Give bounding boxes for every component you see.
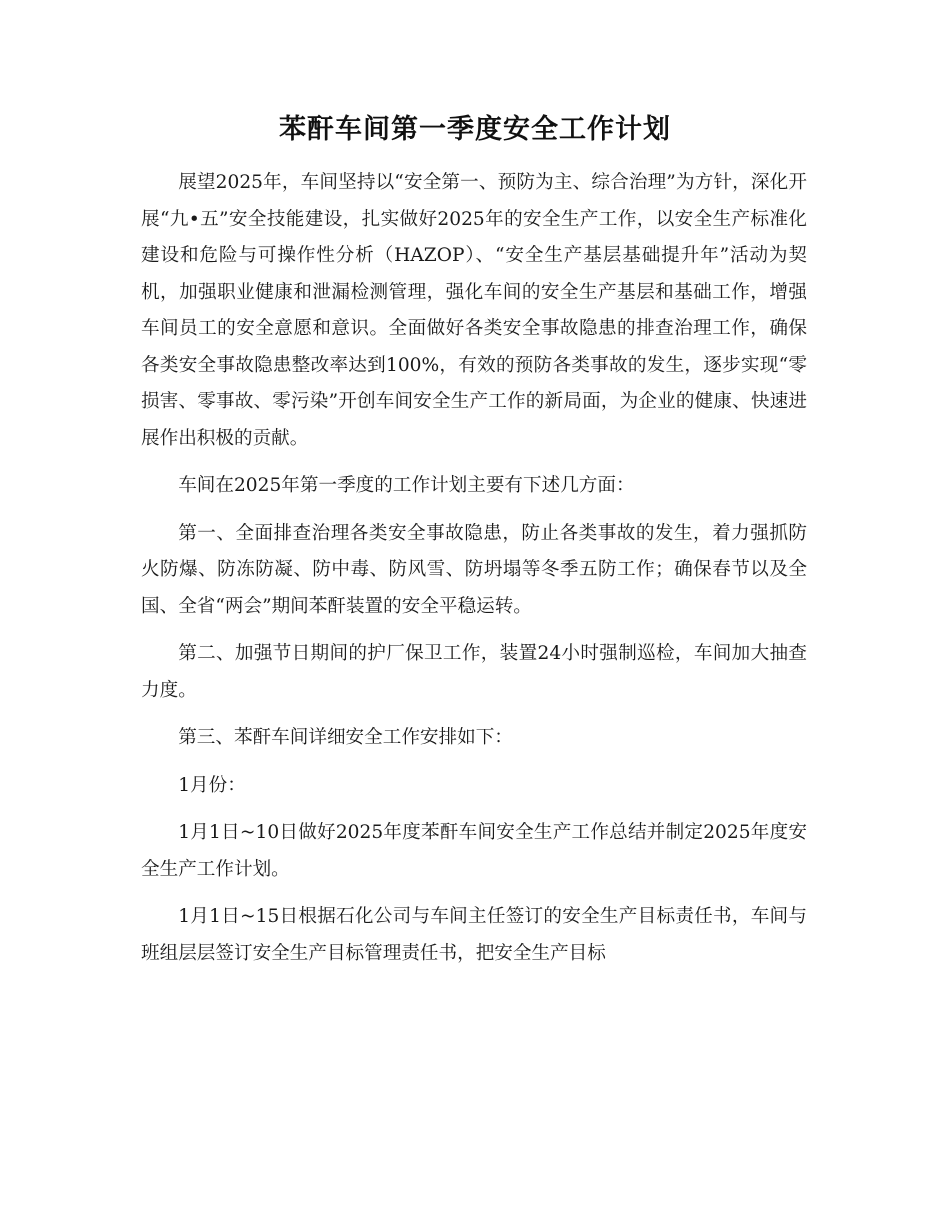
document-title: 苯酐车间第一季度安全工作计划: [279, 114, 671, 145]
paragraph-intro: 展望2025年，车间坚持以“安全第一、预防为主、综合治理”为方针，深化开展“九•五”安全技能建设，扎实做好2025年的安全生产工作，以安全生产标准化建设和危险与可操作性分析（HAZOP）、“安全生产基层基础提升年”活动为契机，加强职业健康和泄漏检测管理，强化车间的安全生产基层和基础工作，增强车间员工的安全意愿和意识。全面做好各类安全事故隐患的排查治理工作，确保各类安全事故隐患整改率达到100%，有效的预防各类事故的发生，逐步实现“零损害、零事故、零污染”开创车间安全生产工作的新局面，为企业的健康、快速进展作出积极的贡献。: [141, 172, 807, 449]
paragraph-january-task-1: 1月1日~10日做好2025年度苯酐车间安全生产工作总结并制定2025年度安全生产工作计划。: [141, 822, 807, 880]
paragraph-item-three: 第三、苯酐车间详细安全工作安排如下：: [178, 727, 513, 748]
paragraph-item-two: 第二、加强节日期间的护厂保卫工作，装置24小时强制巡检，车间加大抽查力度。: [141, 643, 807, 701]
document-body: [141, 165, 807, 983]
paragraph-item-one: 第一、全面排查治理各类安全事故隐患，防止各类事故的发生，着力强抓防火防爆、防冻防凝、防中毒、防风雪、防坍塌等冬季五防工作；确保春节以及全国、全省“两会”期间苯酐装置的安全平稳运转。: [141, 522, 807, 617]
paragraph-january-task-2: 1月1日~15日根据石化公司与车间主任签订的安全生产目标责任书，车间与班组层层签订安全生产目标管理责任书，把安全生产目标: [141, 906, 807, 964]
paragraph-plan-overview: 车间在2025年第一季度的工作计划主要有下述几方面：: [178, 475, 635, 496]
paragraph-january-heading: 1月份：: [178, 774, 246, 796]
